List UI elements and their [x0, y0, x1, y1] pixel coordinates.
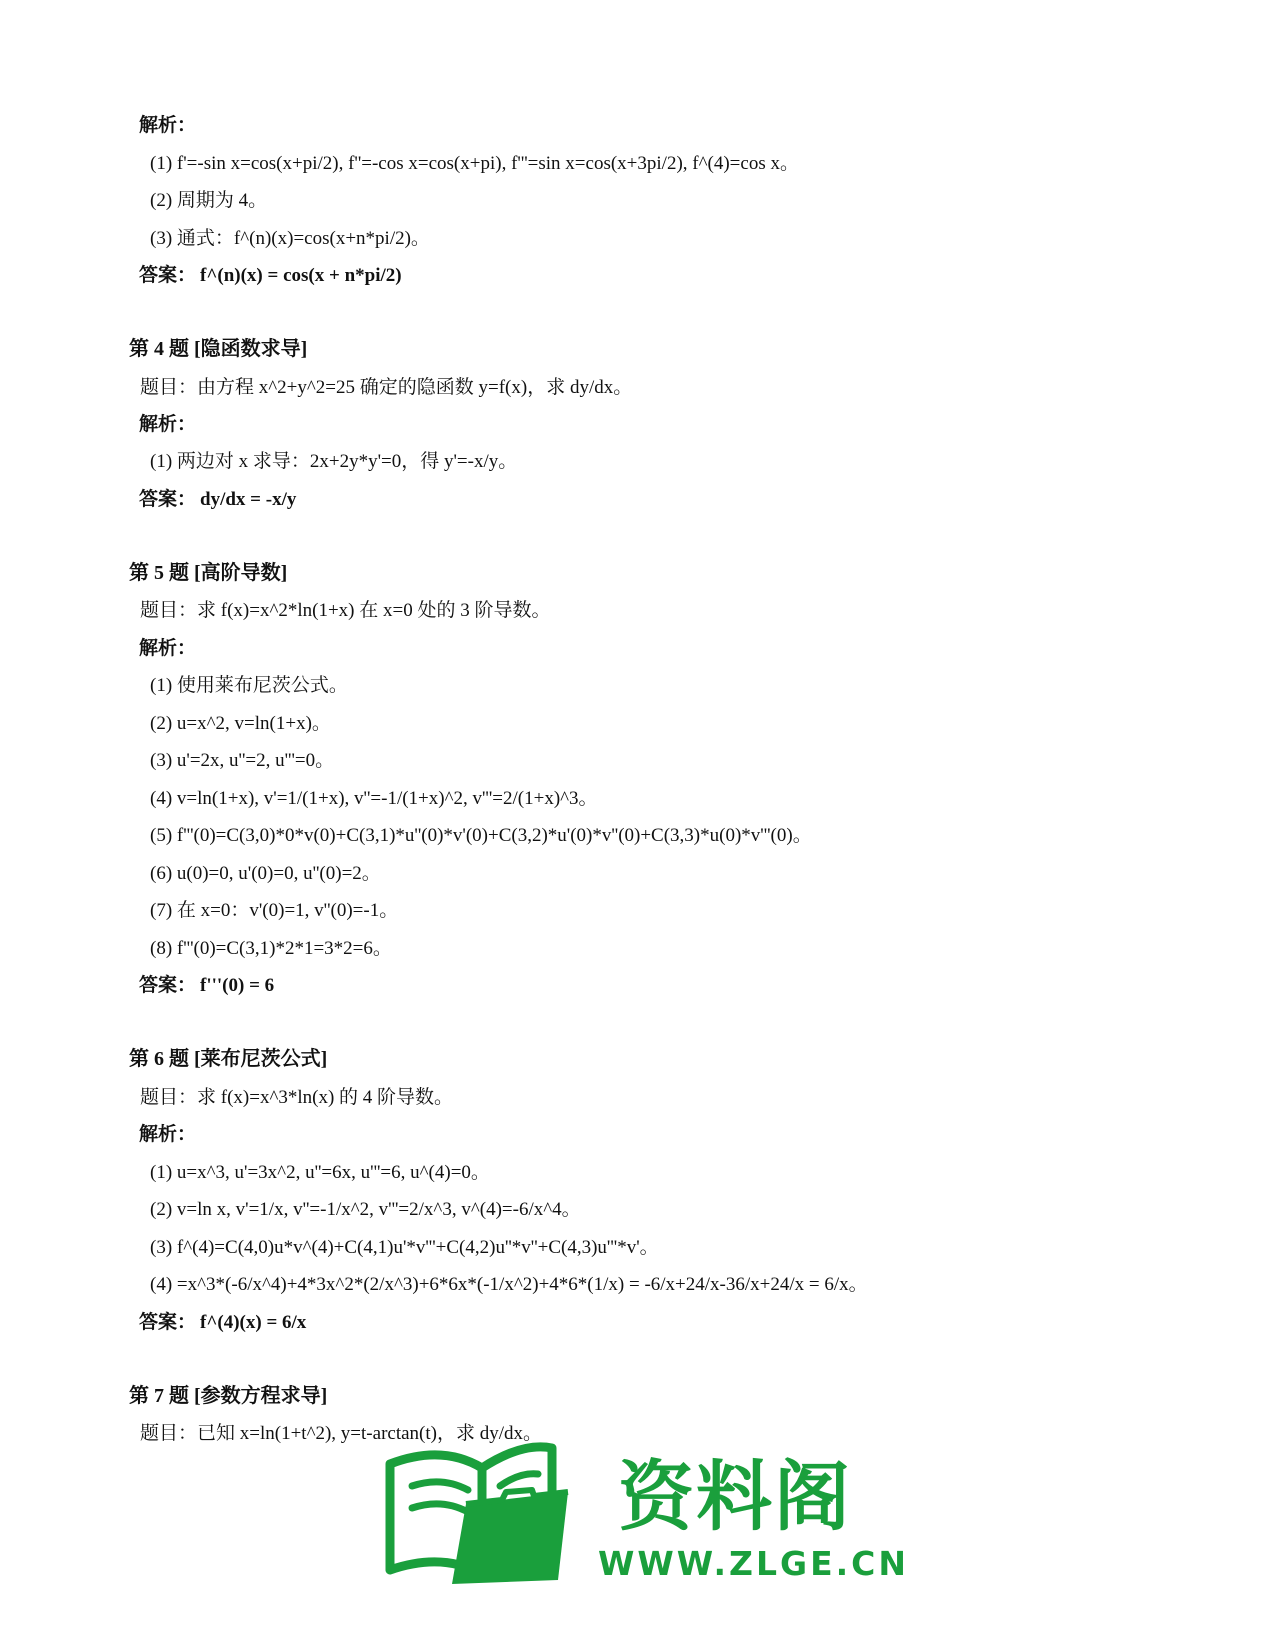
- q6-answer-line: [139, 1311, 306, 1335]
- q6-step-2: (2) v=ln x, v'=1/x, v''=-1/x^2, v'''=2/x^3, v^(4)=-6/x^4。: [150, 1199, 581, 1220]
- q5-step-1: (1) 使用莱布尼茨公式。: [150, 675, 348, 696]
- q3-analysis-label: 解析：: [139, 115, 197, 136]
- watermark-name: 资料阁: [618, 1452, 852, 1541]
- q6-answer-label: 答案：: [139, 1312, 197, 1333]
- q5-step-5: (5) f'''(0)=C(3,0)*0*v(0)+C(3,1)*u''(0)*v'(0)+C(3,2)*u'(0)*v''(0)+C(3,3)*u(0)*v'''(0)。: [150, 825, 812, 846]
- q6-question: 题目：求 f(x)=x^3*ln(x) 的 4 阶导数。: [140, 1087, 454, 1108]
- q3-step-1: (1) f'=-sin x=cos(x+pi/2), f''=-cos x=cos(x+pi), f'''=sin x=cos(x+3pi/2), f^(4)=cos x。: [150, 153, 799, 174]
- q4-answer-line: [139, 488, 296, 512]
- q4-title: 第 4 题 [隐函数求导]: [129, 338, 308, 360]
- q5-analysis-label: 解析：: [139, 638, 197, 659]
- q3-step-3: (3) 通式：f^(n)(x)=cos(x+n*pi/2)。: [150, 228, 430, 249]
- q6-step-3: (3) f^(4)=C(4,0)u*v^(4)+C(4,1)u'*v'''+C(4,2)u''*v''+C(4,3)u'''*v'。: [150, 1237, 659, 1258]
- q6-step-1: (1) u=x^3, u'=3x^2, u''=6x, u'''=6, u^(4)=0。: [150, 1162, 490, 1183]
- q4-answer-label: 答案：: [139, 489, 197, 510]
- q5-title: 第 5 题 [高阶导数]: [129, 562, 288, 584]
- q3-step-2: (2) 周期为 4。: [150, 190, 268, 211]
- q7-title: 第 7 题 [参数方程求导]: [129, 1385, 328, 1407]
- q5-step-6: (6) u(0)=0, u'(0)=0, u''(0)=2。: [150, 863, 381, 884]
- watermark-logo: [398, 1448, 910, 1598]
- open-book-icon: [382, 1434, 582, 1584]
- q6-step-4: (4) =x^3*(-6/x^4)+4*3x^2*(2/x^3)+6*6x*(-1/x^2)+4*6*(1/x) = -6/x+24/x-36/x+24/x = 6/x。: [150, 1274, 868, 1295]
- q6-title: 第 6 题 [莱布尼茨公式]: [129, 1048, 328, 1070]
- q5-step-4: (4) v=ln(1+x), v'=1/(1+x), v''=-1/(1+x)^2, v'''=2/(1+x)^3。: [150, 788, 598, 809]
- q4-question: 题目：由方程 x^2+y^2=25 确定的隐函数 y=f(x)，求 dy/dx。: [140, 377, 633, 398]
- q3-answer-label: 答案：: [139, 265, 197, 286]
- q5-step-8: (8) f'''(0)=C(3,1)*2*1=3*2=6。: [150, 938, 392, 959]
- q7-question: 题目：已知 x=ln(1+t^2), y=t-arctan(t)，求 dy/dx。: [140, 1423, 542, 1444]
- q5-step-7: (7) 在 x=0：v'(0)=1, v''(0)=-1。: [150, 900, 399, 921]
- q5-step-3: (3) u'=2x, u''=2, u'''=0。: [150, 750, 335, 771]
- q6-analysis-label: 解析：: [139, 1124, 197, 1145]
- q4-answer-value: dy/dx = -x/y: [200, 489, 297, 510]
- watermark-site: WWW.ZLGE.CN: [598, 1544, 910, 1583]
- q6-answer-value: f^(4)(x) = 6/x: [200, 1312, 307, 1333]
- q5-answer-label: 答案：: [139, 975, 197, 996]
- q4-analysis-label: 解析：: [139, 414, 197, 435]
- q3-answer-line: [139, 264, 402, 288]
- q5-answer-line: [139, 974, 274, 998]
- q3-answer-value: f^(n)(x) = cos(x + n*pi/2): [200, 265, 402, 286]
- q5-answer-value: f'''(0) = 6: [200, 975, 275, 996]
- q5-step-2: (2) u=x^2, v=ln(1+x)。: [150, 713, 331, 734]
- q4-step-1: (1) 两边对 x 求导：2x+2y*y'=0，得 y'=-x/y。: [150, 451, 518, 472]
- q5-question: 题目：求 f(x)=x^2*ln(1+x) 在 x=0 处的 3 阶导数。: [140, 600, 551, 621]
